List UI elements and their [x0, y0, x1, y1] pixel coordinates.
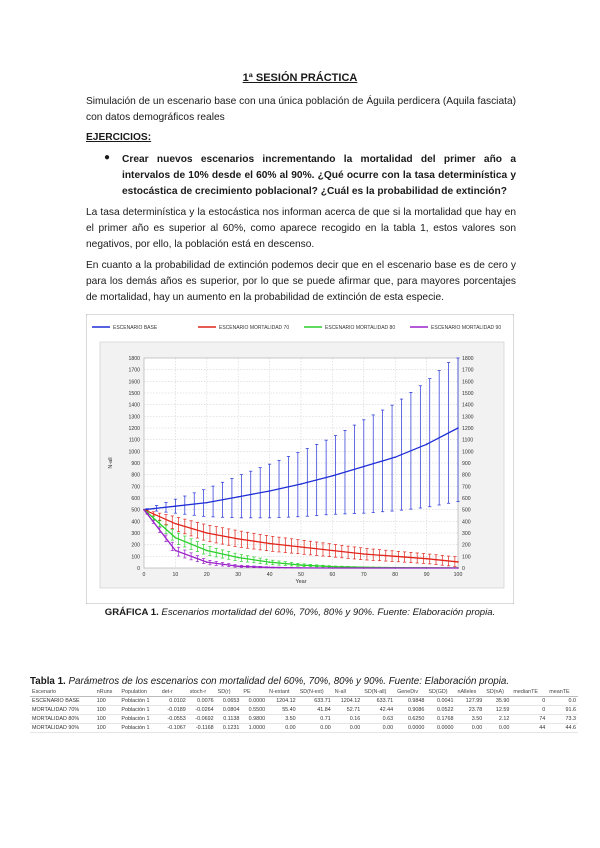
data-point: [237, 557, 239, 559]
data-point: [363, 466, 365, 468]
table-cell: 633.71: [298, 697, 333, 706]
caption-text: Escenarios mortalidad del 60%, 70%, 80% y 90%. Fuente: Elaboración propia.: [161, 607, 496, 618]
x-tick-label: 50: [298, 572, 304, 578]
y-tick-label-right: 500: [462, 507, 471, 514]
bullet-icon: ●: [104, 152, 111, 163]
table-header-cell: medianTE: [511, 688, 547, 697]
table-cell: 3.50: [267, 715, 298, 724]
table-row: [30, 724, 578, 733]
table-cell: 100: [95, 724, 120, 733]
chart-figure: [86, 314, 514, 604]
table-cell: 0.5500: [241, 706, 267, 715]
table-cell: 0.0000: [241, 697, 267, 706]
table-cell: 3.50: [456, 715, 485, 724]
table-cell: 0.71: [298, 715, 333, 724]
table-cell: 0.1138: [216, 715, 242, 724]
table-caption-text: Parámetros de los escenarios con mortalidad del 60%, 70%, 80% y 90%. Fuente: Elaboración propia.: [68, 676, 510, 687]
data-point: [206, 502, 208, 504]
y-tick-label-right: 0: [462, 566, 465, 572]
table-header-cell: meanTE: [547, 688, 578, 697]
table-cell: 0.0102: [160, 697, 188, 706]
data-point: [332, 567, 334, 569]
y-tick-label-left: 1500: [128, 391, 140, 397]
legend-label: ESCENARIO BASE: [113, 325, 158, 331]
table-cell: 0.0804: [216, 706, 242, 715]
table-cell: 0.0653: [216, 697, 242, 706]
table-cell: 0.0041: [426, 697, 455, 706]
table-cell: -0.0189: [160, 706, 188, 715]
data-point: [175, 537, 177, 539]
table-row: [30, 715, 578, 724]
y-tick-label-left: 1800: [128, 356, 140, 362]
page-title: 1ª SESIÓN PRÁCTICA: [242, 72, 358, 84]
table-cell: 0.00: [484, 724, 511, 733]
data-point: [457, 561, 459, 563]
table-cell: 23.78: [456, 706, 485, 715]
legend-label: ESCENARIO MORTALIDAD 90: [431, 325, 502, 331]
table-cell: 55.40: [267, 706, 298, 715]
table-cell: Población 1: [119, 715, 159, 724]
y-tick-label-right: 1200: [462, 426, 474, 432]
table-header-cell: stoch-r: [188, 688, 216, 697]
data-point: [237, 538, 239, 540]
table-cell: 0.00: [333, 724, 362, 733]
table-row: [30, 697, 578, 706]
table-cell: Población 1: [119, 706, 159, 715]
y-tick-label-left: 1700: [128, 367, 140, 374]
x-tick-label: 10: [172, 572, 179, 578]
data-point: [175, 550, 177, 552]
data-point: [300, 567, 302, 569]
table-header-cell: N-all: [333, 688, 362, 697]
table-cell: 0.0000: [426, 724, 455, 733]
paragraph-1: La tasa determinística y la estocástica nos informan acerca de que si la mortalidad que hay en el primer año es superior al 60%, como aparece recogido en la tabla 1, estos valores son negativos, por ello, la población está en descenso.: [86, 207, 516, 250]
data-point: [300, 546, 302, 548]
y-tick-label-right: 1600: [462, 379, 474, 386]
y-tick-label-left: 600: [131, 496, 140, 502]
table-cell: 0.0522: [426, 706, 455, 715]
y-tick-label-right: 1100: [462, 437, 474, 444]
figure-caption: [86, 607, 514, 618]
intro-paragraph: Simulación de un escenario base con una única población de Águila perdicera (Aquila fasciata) con datos demográficos reales: [86, 96, 516, 123]
table-cell: -0.0264: [188, 706, 216, 715]
y-tick-label-left: 1100: [128, 437, 140, 444]
table-cell: 0.1768: [426, 715, 455, 724]
table-cell: 0.9800: [241, 715, 267, 724]
data-point: [426, 558, 428, 560]
table-body: [30, 697, 578, 733]
table-cell: Población 1: [119, 697, 159, 706]
table-cell: 42.44: [362, 706, 395, 715]
table-cell: -0.0692: [188, 715, 216, 724]
table-cell: 100: [95, 706, 120, 715]
table-header-cell: Escenario: [30, 688, 95, 697]
x-tick-label: 60: [329, 572, 336, 578]
table-cell: 1.0000: [241, 724, 267, 733]
table-cell: 633.71: [362, 697, 395, 706]
y-tick-label-left: 500: [131, 507, 140, 514]
x-axis-label: Year: [295, 579, 307, 585]
y-tick-label-right: 400: [462, 519, 471, 526]
y-tick-label-left: 700: [131, 484, 140, 491]
data-point: [332, 550, 334, 552]
table-cell: 127.99: [456, 697, 485, 706]
table-header-cell: SD(nA): [484, 688, 511, 697]
data-point: [363, 553, 365, 555]
y-tick-label-left: 900: [131, 461, 140, 467]
data-point: [332, 475, 334, 477]
table-cell: 0: [511, 706, 547, 715]
table-header-cell: N-extant: [267, 688, 298, 697]
table-cell: 0.6250: [395, 715, 426, 724]
table-header-cell: GeneDiv: [395, 688, 426, 697]
data-point: [394, 567, 396, 569]
x-tick-label: 40: [266, 572, 273, 578]
y-tick-label-left: 300: [131, 531, 140, 537]
y-tick-label-right: 1700: [462, 367, 474, 374]
y-tick-label-right: 700: [462, 484, 471, 491]
table-cell: 91.6: [547, 706, 578, 715]
y-tick-label-right: 1500: [462, 391, 474, 397]
table-cell: 0.63: [362, 715, 395, 724]
table-cell: 100: [95, 697, 120, 706]
y-tick-label-right: 300: [462, 531, 471, 537]
y-tick-label-right: 1300: [462, 414, 474, 421]
table-cell: 0.00: [362, 724, 395, 733]
table-cell: 1204.12: [333, 697, 362, 706]
data-point: [457, 427, 459, 429]
data-point: [426, 567, 428, 569]
table-cell: 0: [511, 697, 547, 706]
legend-label: ESCENARIO MORTALIDAD 80: [325, 325, 396, 331]
y-tick-label-left: 400: [131, 519, 140, 526]
data-point: [206, 532, 208, 534]
y-tick-label-left: 200: [131, 542, 140, 549]
table-cell: 1204.12: [267, 697, 298, 706]
table-cell: 35.90: [484, 697, 511, 706]
chart-svg: [86, 314, 514, 604]
data-point: [206, 550, 208, 552]
table-header-cell: SD(N-all): [362, 688, 395, 697]
y-tick-label-left: 1300: [128, 414, 140, 421]
table-cell: 0.00: [456, 724, 485, 733]
table-cell: 0.9848: [395, 697, 426, 706]
table-header-cell: nAlleles: [456, 688, 485, 697]
data-point: [394, 456, 396, 458]
x-tick-label: 20: [203, 572, 210, 578]
y-tick-label-right: 1400: [462, 402, 474, 409]
data-point: [457, 567, 459, 569]
table-header-cell: SD(N-ext): [298, 688, 333, 697]
table-cell: MORTALIDAD 70%: [30, 706, 95, 715]
data-point: [206, 561, 208, 563]
table-cell: 44: [511, 724, 547, 733]
data-point: [426, 444, 428, 446]
x-tick-label: 70: [360, 572, 367, 578]
table-header-row: [30, 688, 578, 697]
data-point: [237, 496, 239, 498]
x-tick-label: 100: [453, 572, 463, 578]
legend-label: ESCENARIO MORTALIDAD 70: [219, 325, 290, 331]
data-point: [269, 543, 271, 545]
data-point: [175, 505, 177, 507]
table-cell: 44.6: [547, 724, 578, 733]
table-cell: MORTALIDAD 80%: [30, 715, 95, 724]
data-point: [269, 561, 271, 563]
table-cell: Población 1: [119, 724, 159, 733]
table-cell: 100: [95, 715, 120, 724]
table-cell: -0.1168: [188, 724, 216, 733]
x-tick-label: 90: [423, 572, 430, 578]
table-header-cell: SD(GD): [426, 688, 455, 697]
table-cell: 12.59: [484, 706, 511, 715]
table-cell: 0.0: [547, 697, 578, 706]
y-tick-label-right: 100: [462, 554, 471, 561]
data-point: [363, 567, 365, 569]
table-cell: MORTALIDAD 90%: [30, 724, 95, 733]
table-cell: 0.00: [298, 724, 333, 733]
data-point: [300, 483, 302, 485]
x-tick-label: 30: [235, 572, 242, 578]
table-cell: 0.00: [267, 724, 298, 733]
table-cell: 74: [511, 715, 547, 724]
data-point: [269, 567, 271, 569]
exercises-heading: EJERCICIOS:: [86, 132, 152, 143]
table-cell: 41.84: [298, 706, 333, 715]
y-tick-label-right: 800: [462, 472, 471, 479]
y-tick-label-left: 1400: [128, 402, 140, 409]
table-header-cell: PE: [241, 688, 267, 697]
table-cell: 0.16: [333, 715, 362, 724]
y-tick-label-right: 1000: [462, 449, 474, 456]
table-cell: -0.1067: [160, 724, 188, 733]
y-axis-label: N-all: [108, 457, 114, 469]
table-header-cell: nRuns: [95, 688, 120, 697]
data-point: [269, 490, 271, 492]
table-cell: 73.3: [547, 715, 578, 724]
table-cell: 2.12: [484, 715, 511, 724]
y-tick-label-right: 600: [462, 496, 471, 502]
results-table: [30, 688, 578, 733]
table-cell: 0.0076: [188, 697, 216, 706]
table-header-cell: det-r: [160, 688, 188, 697]
data-point: [300, 564, 302, 566]
y-tick-label-left: 1600: [128, 379, 140, 386]
y-tick-label-right: 1800: [462, 356, 474, 362]
data-point: [237, 565, 239, 567]
data-point: [143, 509, 145, 511]
table-header-cell: SD(r): [216, 688, 242, 697]
y-tick-label-right: 900: [462, 461, 471, 467]
table-cell: 52.71: [333, 706, 362, 715]
table-cell: 0.0000: [395, 724, 426, 733]
y-tick-label-left: 0: [137, 566, 140, 572]
data-point: [175, 523, 177, 525]
exercise-bullet-text: Crear nuevos escenarios incrementando la mortalidad del primer año a intervalos de 10% desde el 60% al 90%. ¿Qué ocurre con la tasa determinística y estocástica de crecimiento poblacional? ¿Cuál es la probabilidad de extinción?: [122, 154, 516, 197]
table-header-cell: Population: [119, 688, 159, 697]
y-tick-label-left: 1000: [128, 449, 140, 456]
table-cell: 0.1231: [216, 724, 242, 733]
data-point: [332, 566, 334, 568]
y-tick-label-right: 200: [462, 542, 471, 549]
table-title: [30, 676, 509, 687]
data-point: [394, 556, 396, 558]
y-tick-label-left: 800: [131, 472, 140, 479]
x-tick-label: 80: [392, 572, 399, 578]
y-tick-label-left: 1200: [128, 426, 140, 432]
caption-label: GRÁFICA 1.: [104, 607, 159, 618]
table-cell: -0.0553: [160, 715, 188, 724]
table-row: [30, 706, 578, 715]
table-label: Tabla 1.: [30, 676, 66, 687]
table-cell: ESCENARIO BASE: [30, 697, 95, 706]
y-tick-label-left: 100: [131, 554, 140, 561]
paragraph-2: En cuanto a la probabilidad de extinción podemos decir que en el escenario base es de cero y para los demás años es superior, por lo que se puede afirmar que, para mayores porcentajes de mortalidad, hay un aumento en la probabilidad de extinción de esta especie.: [86, 260, 516, 303]
x-tick-label: 0: [142, 572, 146, 578]
table-cell: 0.9086: [395, 706, 426, 715]
